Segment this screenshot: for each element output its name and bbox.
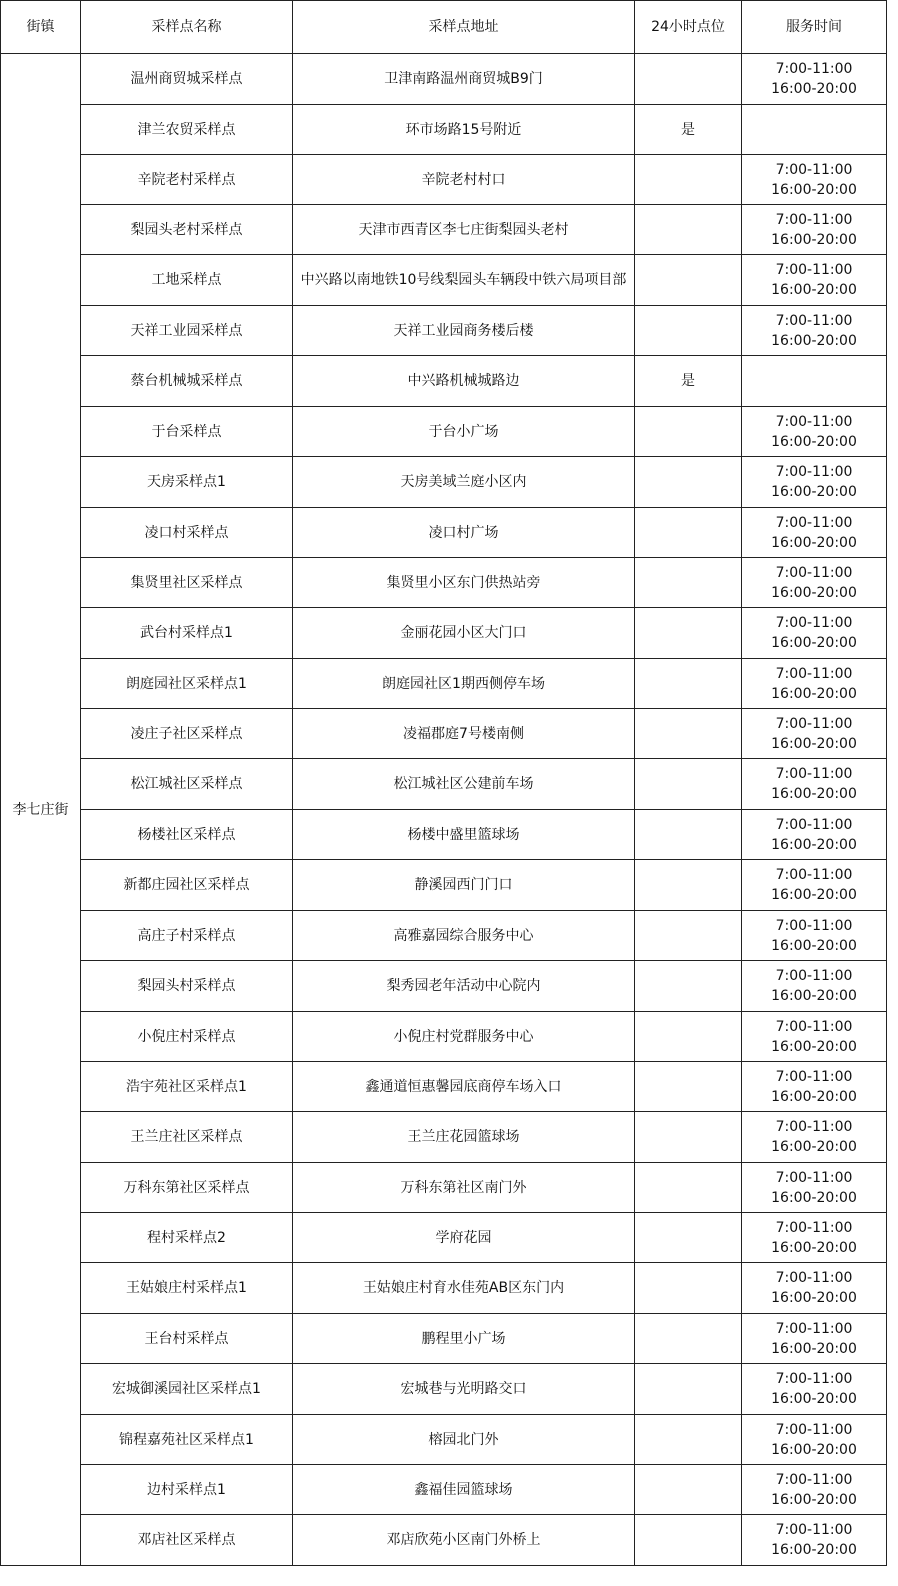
town-cell: 李七庄街 <box>1 54 81 1566</box>
table-row <box>1 759 887 810</box>
service-time-cell <box>742 860 887 911</box>
table-row <box>1 1213 887 1263</box>
table-row <box>1 1012 887 1062</box>
service-time-cell <box>742 205 887 255</box>
service-time-line: 7:00-11:00 <box>775 1219 853 1236</box>
table-row <box>1 1415 887 1465</box>
site-name-cell: 工地采样点 <box>81 255 293 306</box>
site-address-cell: 中兴路以南地铁10号线梨园头车辆段中铁六局项目部 <box>293 255 635 306</box>
h24-cell <box>635 1062 742 1112</box>
site-name-cell: 邓店社区采样点 <box>81 1515 293 1566</box>
service-time-line: 16:00-20:00 <box>771 836 857 853</box>
header-site-address: 采样点地址 <box>293 1 635 54</box>
site-address-cell: 天祥工业园商务楼后楼 <box>293 306 635 356</box>
service-time-cell <box>742 155 887 205</box>
site-address-cell: 辛院老村村口 <box>293 155 635 205</box>
site-name-cell: 津兰农贸采样点 <box>81 105 293 155</box>
service-time-cell <box>742 1263 887 1314</box>
site-name-cell: 于台采样点 <box>81 407 293 457</box>
h24-cell <box>635 709 742 759</box>
service-time-line: 16:00-20:00 <box>771 484 857 500</box>
header-24h: 24小时点位 <box>635 1 742 54</box>
service-time-cell <box>742 961 887 1012</box>
h24-cell <box>635 1213 742 1263</box>
site-name-cell: 朗庭园社区采样点1 <box>81 659 293 709</box>
site-address-cell: 鑫福佳园篮球场 <box>293 1465 635 1515</box>
service-time-cell <box>742 558 887 608</box>
site-name-cell: 温州商贸城采样点 <box>81 54 293 105</box>
site-address-cell: 万科东第社区南门外 <box>293 1163 635 1213</box>
service-time-cell <box>742 306 887 356</box>
header-town: 街镇 <box>1 1 81 54</box>
h24-cell <box>635 860 742 911</box>
h24-cell <box>635 205 742 255</box>
h24-cell <box>635 608 742 659</box>
service-time-cell <box>742 1364 887 1415</box>
service-time-line: 16:00-20:00 <box>771 1088 857 1105</box>
site-address-cell: 朗庭园社区1期西侧停车场 <box>293 659 635 709</box>
site-address-cell: 天津市西青区李七庄街梨园头老村 <box>293 205 635 255</box>
site-address-cell: 梨秀园老年活动中心院内 <box>293 961 635 1012</box>
h24-cell <box>635 1012 742 1062</box>
table-row <box>1 306 887 356</box>
h24-cell <box>635 457 742 508</box>
service-time-line: 16:00-20:00 <box>771 181 857 198</box>
service-time-line: 7:00-11:00 <box>775 312 853 329</box>
table-row <box>1 810 887 860</box>
table-row <box>1 105 887 155</box>
table-row <box>1 1062 887 1112</box>
service-time-line: 16:00-20:00 <box>771 1391 857 1407</box>
service-time-line: 7:00-11:00 <box>775 1119 853 1135</box>
table-row <box>1 54 887 105</box>
service-time-cell <box>742 255 887 306</box>
table-row <box>1 659 887 709</box>
site-name-cell: 浩宇苑社区采样点1 <box>81 1062 293 1112</box>
site-name-cell: 王姑娘庄村采样点1 <box>81 1263 293 1314</box>
service-time-cell <box>742 1465 887 1515</box>
site-address-cell: 鑫通道恒惠馨园底商停车场入口 <box>293 1062 635 1112</box>
service-time-line: 7:00-11:00 <box>775 816 853 833</box>
h24-cell: 是 <box>635 356 742 407</box>
site-address-cell: 小倪庄村党群服务中心 <box>293 1012 635 1062</box>
service-time-line: 7:00-11:00 <box>775 867 853 883</box>
service-time-cell <box>742 608 887 659</box>
service-time-cell <box>742 709 887 759</box>
service-time-line: 16:00-20:00 <box>771 534 857 551</box>
site-name-cell: 武台村采样点1 <box>81 608 293 659</box>
site-name-cell: 锦程嘉苑社区采样点1 <box>81 1415 293 1465</box>
site-name-cell: 梨园头村采样点 <box>81 961 293 1012</box>
h24-cell <box>635 306 742 356</box>
service-time-line: 7:00-11:00 <box>775 1068 853 1085</box>
service-time-cell <box>742 659 887 709</box>
header-site-name: 采样点名称 <box>81 1 293 54</box>
service-time-cell <box>742 1062 887 1112</box>
site-name-cell: 杨楼社区采样点 <box>81 810 293 860</box>
service-time-line: 7:00-11:00 <box>775 715 853 732</box>
table-row <box>1 1465 887 1515</box>
h24-cell <box>635 54 742 105</box>
site-address-cell: 凌福郡庭7号楼南侧 <box>293 709 635 759</box>
h24-cell <box>635 961 742 1012</box>
service-time-line: 16:00-20:00 <box>771 1542 857 1558</box>
table-row <box>1 709 887 759</box>
site-name-cell: 集贤里社区采样点 <box>81 558 293 608</box>
site-name-cell: 高庄子村采样点 <box>81 911 293 961</box>
service-time-line: 16:00-20:00 <box>771 1491 857 1508</box>
service-time-line: 16:00-20:00 <box>771 282 857 298</box>
h24-cell: 是 <box>635 105 742 155</box>
site-address-cell: 天房美域兰庭小区内 <box>293 457 635 508</box>
site-name-cell: 小倪庄村采样点 <box>81 1012 293 1062</box>
site-address-cell: 集贤里小区东门供热站旁 <box>293 558 635 608</box>
service-time-line: 16:00-20:00 <box>771 685 857 702</box>
table-row <box>1 1364 887 1415</box>
service-time-line: 7:00-11:00 <box>775 766 853 782</box>
table-row <box>1 356 887 407</box>
service-time-cell <box>742 54 887 105</box>
service-time-line: 16:00-20:00 <box>771 81 857 97</box>
h24-cell <box>635 155 742 205</box>
service-time-line: 16:00-20:00 <box>771 584 857 601</box>
service-time-line: 7:00-11:00 <box>775 161 853 178</box>
table-row <box>1 1314 887 1364</box>
site-address-cell: 静溪园西门门口 <box>293 860 635 911</box>
site-name-cell: 天祥工业园采样点 <box>81 306 293 356</box>
site-address-cell: 卫津南路温州商贸城B9门 <box>293 54 635 105</box>
service-time-line: 16:00-20:00 <box>771 635 857 651</box>
h24-cell <box>635 911 742 961</box>
table-row <box>1 155 887 205</box>
site-name-cell: 蔡台机械城采样点 <box>81 356 293 407</box>
service-time-line: 16:00-20:00 <box>771 1139 857 1155</box>
service-time-cell <box>742 356 887 407</box>
service-time-cell <box>742 407 887 457</box>
table-row <box>1 1515 887 1566</box>
site-address-cell: 中兴路机械城路边 <box>293 356 635 407</box>
h24-cell <box>635 659 742 709</box>
service-time-line: 7:00-11:00 <box>775 464 853 480</box>
service-time-line: 7:00-11:00 <box>775 1169 853 1186</box>
site-name-cell: 万科东第社区采样点 <box>81 1163 293 1213</box>
service-time-line: 7:00-11:00 <box>775 665 853 682</box>
site-address-cell: 王兰庄花园篮球场 <box>293 1112 635 1163</box>
service-time-cell <box>742 1112 887 1163</box>
h24-cell <box>635 558 742 608</box>
service-time-line: 16:00-20:00 <box>771 332 857 349</box>
header-row <box>1 1 887 54</box>
service-time-cell <box>742 1163 887 1213</box>
service-time-line: 7:00-11:00 <box>775 564 853 581</box>
h24-cell <box>635 1314 742 1364</box>
service-time-cell <box>742 457 887 508</box>
service-time-line: 16:00-20:00 <box>771 786 857 802</box>
service-time-line: 7:00-11:00 <box>775 1371 853 1387</box>
service-time-line: 16:00-20:00 <box>771 231 857 248</box>
site-address-cell: 宏城巷与光明路交口 <box>293 1364 635 1415</box>
site-address-cell: 凌口村广场 <box>293 508 635 558</box>
service-time-line: 7:00-11:00 <box>775 1320 853 1337</box>
service-time-line: 16:00-20:00 <box>771 887 857 903</box>
h24-cell <box>635 407 742 457</box>
h24-cell <box>635 759 742 810</box>
site-address-cell: 邓店欣苑小区南门外桥上 <box>293 1515 635 1566</box>
h24-cell <box>635 508 742 558</box>
site-name-cell: 梨园头老村采样点 <box>81 205 293 255</box>
site-name-cell: 王兰庄社区采样点 <box>81 1112 293 1163</box>
table-row <box>1 911 887 961</box>
h24-cell <box>635 1112 742 1163</box>
site-address-cell: 于台小广场 <box>293 407 635 457</box>
service-time-cell <box>742 759 887 810</box>
service-time-cell <box>742 1213 887 1263</box>
table-row <box>1 255 887 306</box>
site-address-cell: 金丽花园小区大门口 <box>293 608 635 659</box>
service-time-line: 16:00-20:00 <box>771 1189 857 1206</box>
service-time-line: 16:00-20:00 <box>771 1441 857 1458</box>
site-address-cell: 王姑娘庄村育水佳苑AB区东门内 <box>293 1263 635 1314</box>
service-time-line: 7:00-11:00 <box>775 1270 853 1286</box>
service-time-line: 7:00-11:00 <box>775 413 853 430</box>
service-time-line: 16:00-20:00 <box>771 988 857 1004</box>
service-time-line: 7:00-11:00 <box>775 917 853 934</box>
service-time-line: 16:00-20:00 <box>771 1038 857 1055</box>
h24-cell <box>635 1465 742 1515</box>
service-time-cell <box>742 1415 887 1465</box>
site-address-cell: 高雅嘉园综合服务中心 <box>293 911 635 961</box>
table-body <box>1 54 887 1566</box>
service-time-line: 16:00-20:00 <box>771 1239 857 1256</box>
table-row <box>1 205 887 255</box>
h24-cell <box>635 1263 742 1314</box>
service-time-cell <box>742 810 887 860</box>
site-name-cell: 天房采样点1 <box>81 457 293 508</box>
h24-cell <box>635 255 742 306</box>
site-address-cell: 松江城社区公建前车场 <box>293 759 635 810</box>
site-name-cell: 辛院老村采样点 <box>81 155 293 205</box>
site-name-cell: 凌口村采样点 <box>81 508 293 558</box>
header-service-time: 服务时间 <box>742 1 887 54</box>
site-name-cell: 宏城御溪园社区采样点1 <box>81 1364 293 1415</box>
table-row <box>1 407 887 457</box>
service-time-line: 16:00-20:00 <box>771 937 857 954</box>
service-time-line: 16:00-20:00 <box>771 1340 857 1357</box>
site-address-cell: 鹏程里小广场 <box>293 1314 635 1364</box>
site-address-cell: 学府花园 <box>293 1213 635 1263</box>
table-row <box>1 608 887 659</box>
service-time-line: 16:00-20:00 <box>771 735 857 752</box>
table-row <box>1 558 887 608</box>
service-time-cell <box>742 1012 887 1062</box>
table-row <box>1 1163 887 1213</box>
service-time-line: 16:00-20:00 <box>771 433 857 450</box>
service-time-line: 7:00-11:00 <box>775 1018 853 1035</box>
table-row <box>1 508 887 558</box>
service-time-line: 16:00-20:00 <box>771 1290 857 1306</box>
service-time-cell <box>742 105 887 155</box>
service-time-line: 7:00-11:00 <box>775 514 853 531</box>
service-time-cell <box>742 508 887 558</box>
table-row <box>1 860 887 911</box>
service-time-cell <box>742 1314 887 1364</box>
h24-cell <box>635 810 742 860</box>
h24-cell <box>635 1163 742 1213</box>
h24-cell <box>635 1364 742 1415</box>
service-time-line: 7:00-11:00 <box>775 1421 853 1438</box>
table-row <box>1 457 887 508</box>
h24-cell <box>635 1515 742 1566</box>
service-time-line: 7:00-11:00 <box>775 61 853 77</box>
site-name-cell: 新都庄园社区采样点 <box>81 860 293 911</box>
site-name-cell: 程村采样点2 <box>81 1213 293 1263</box>
site-name-cell: 凌庄子社区采样点 <box>81 709 293 759</box>
site-address-cell: 杨楼中盛里篮球场 <box>293 810 635 860</box>
site-address-cell: 榕园北门外 <box>293 1415 635 1465</box>
table-row <box>1 1112 887 1163</box>
service-time-cell <box>742 1515 887 1566</box>
site-name-cell: 边村采样点1 <box>81 1465 293 1515</box>
site-name-cell: 王台村采样点 <box>81 1314 293 1364</box>
site-name-cell: 松江城社区采样点 <box>81 759 293 810</box>
table-row <box>1 961 887 1012</box>
service-time-line: 7:00-11:00 <box>775 1471 853 1488</box>
service-time-line: 7:00-11:00 <box>775 968 853 984</box>
table-row <box>1 1263 887 1314</box>
service-time-line: 7:00-11:00 <box>775 615 853 631</box>
service-time-cell <box>742 911 887 961</box>
service-time-line: 7:00-11:00 <box>775 262 853 278</box>
site-address-cell: 环市场路15号附近 <box>293 105 635 155</box>
h24-cell <box>635 1415 742 1465</box>
service-time-line: 7:00-11:00 <box>775 1522 853 1538</box>
service-time-line: 7:00-11:00 <box>775 211 853 228</box>
